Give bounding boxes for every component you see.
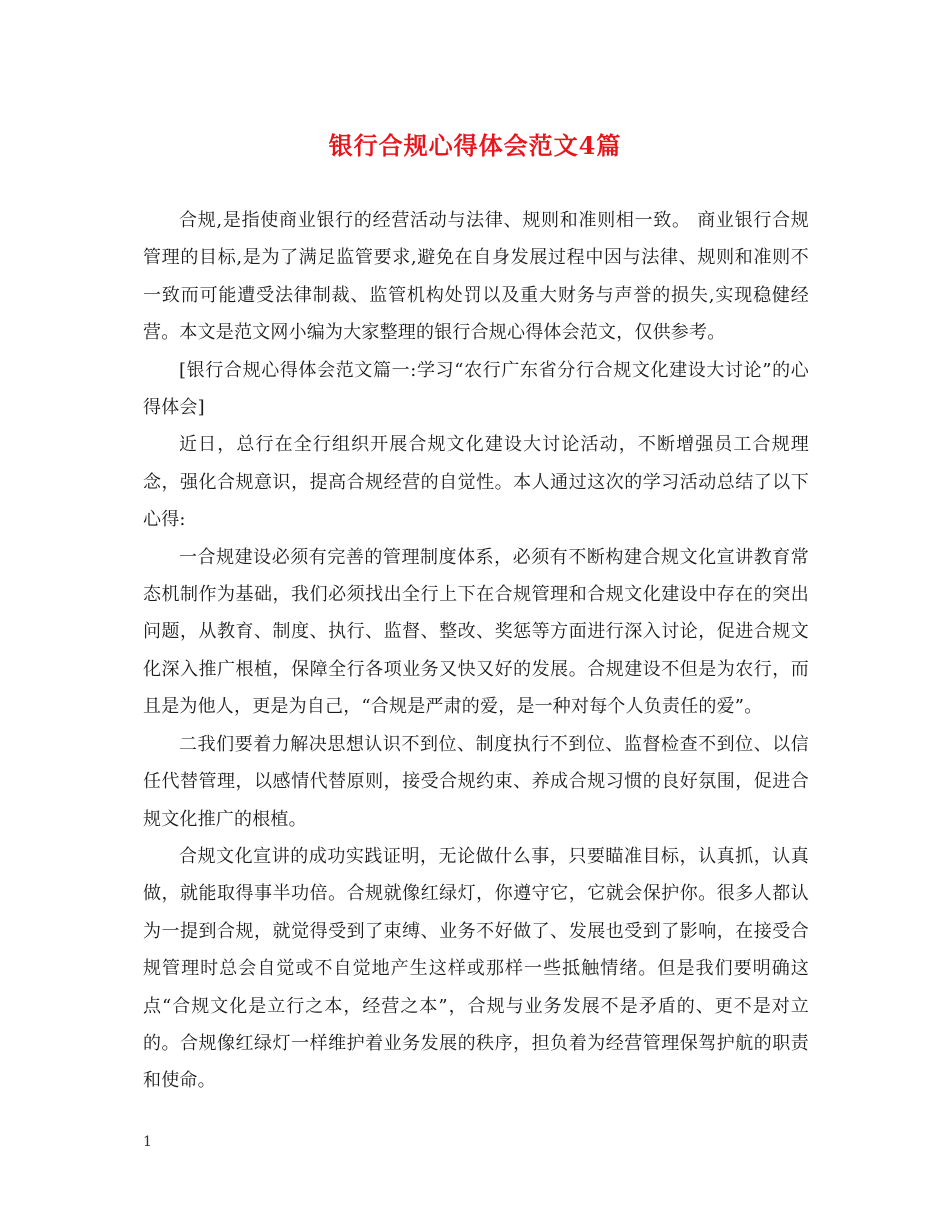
paragraph-intro: 合规,是指使商业银行的经营活动与法律、规则和准则相一致。 商业银行合规管理的目标,是为了满足监管要求,避免在自身发展过程中因与法律、规则和准则不一致而可能遭受法律制裁、监管机构处罚以及重大财务与声誉的损失,实现稳健经营。本文是范文网小编为大家整理的银行合规心得体会范文，仅供参考。 xyxy=(143,210,809,344)
document-body xyxy=(143,202,809,1100)
paragraph-point-one: 一合规建设必须有完善的管理制度体系，必须有不断构建合规文化宣讲教育常态机制作为基础，我们必须找出全行上下在合规管理和合规文化建设中存在的突出问题，从教育、制度、执行、监督、整改、奖惩等方面进行深入讨论，促进合规文化深入推广根植，保障全行各项业务又快又好的发展。合规建设不但是为农行，而且是为他人，更是为自己，“合规是严肃的爱，是一种对每个人负责任的爱”。 xyxy=(143,546,809,718)
paragraph-practice: 合规文化宣讲的成功实践证明，无论做什么事，只要瞄准目标，认真抓，认真做，就能取得事半功倍。合规就像红绿灯，你遵守它，它就会保护你。很多人都认为一提到合规，就觉得受到了束缚、业务不好做了、发展也受到了影响，在接受合规管理时总会自觉或不自觉地产生这样或那样一些抵触情绪。但是我们要明确这点“合规文化是立行之本，经营之本”，合规与业务发展不是矛盾的、更不是对立的。合规像红绿灯一样维护着业务发展的秩序，担负着为经营管理保驾护航的职责和使命。 xyxy=(143,845,809,1092)
paragraph-recent: 近日，总行在全行组织开展合规文化建设大讨论活动，不断增强员工合规理念，强化合规意识，提高合规经营的自觉性。本人通过这次的学习活动总结了以下心得: xyxy=(143,434,809,531)
paragraph-section-heading: [银行合规心得体会范文篇一:学习“农行广东省分行合规文化建设大讨论”的心得体会] xyxy=(143,359,809,419)
document-title: 银行合规心得体会范文4篇 xyxy=(328,131,622,160)
paragraph-point-two: 二我们要着力解决思想认识不到位、制度执行不到位、监督检查不到位、以信任代替管理，以感情代替原则，接受合规约束、养成合规习惯的良好氛围，促进合规文化推广的根植。 xyxy=(143,733,809,830)
page-number: 1 xyxy=(143,1134,152,1150)
